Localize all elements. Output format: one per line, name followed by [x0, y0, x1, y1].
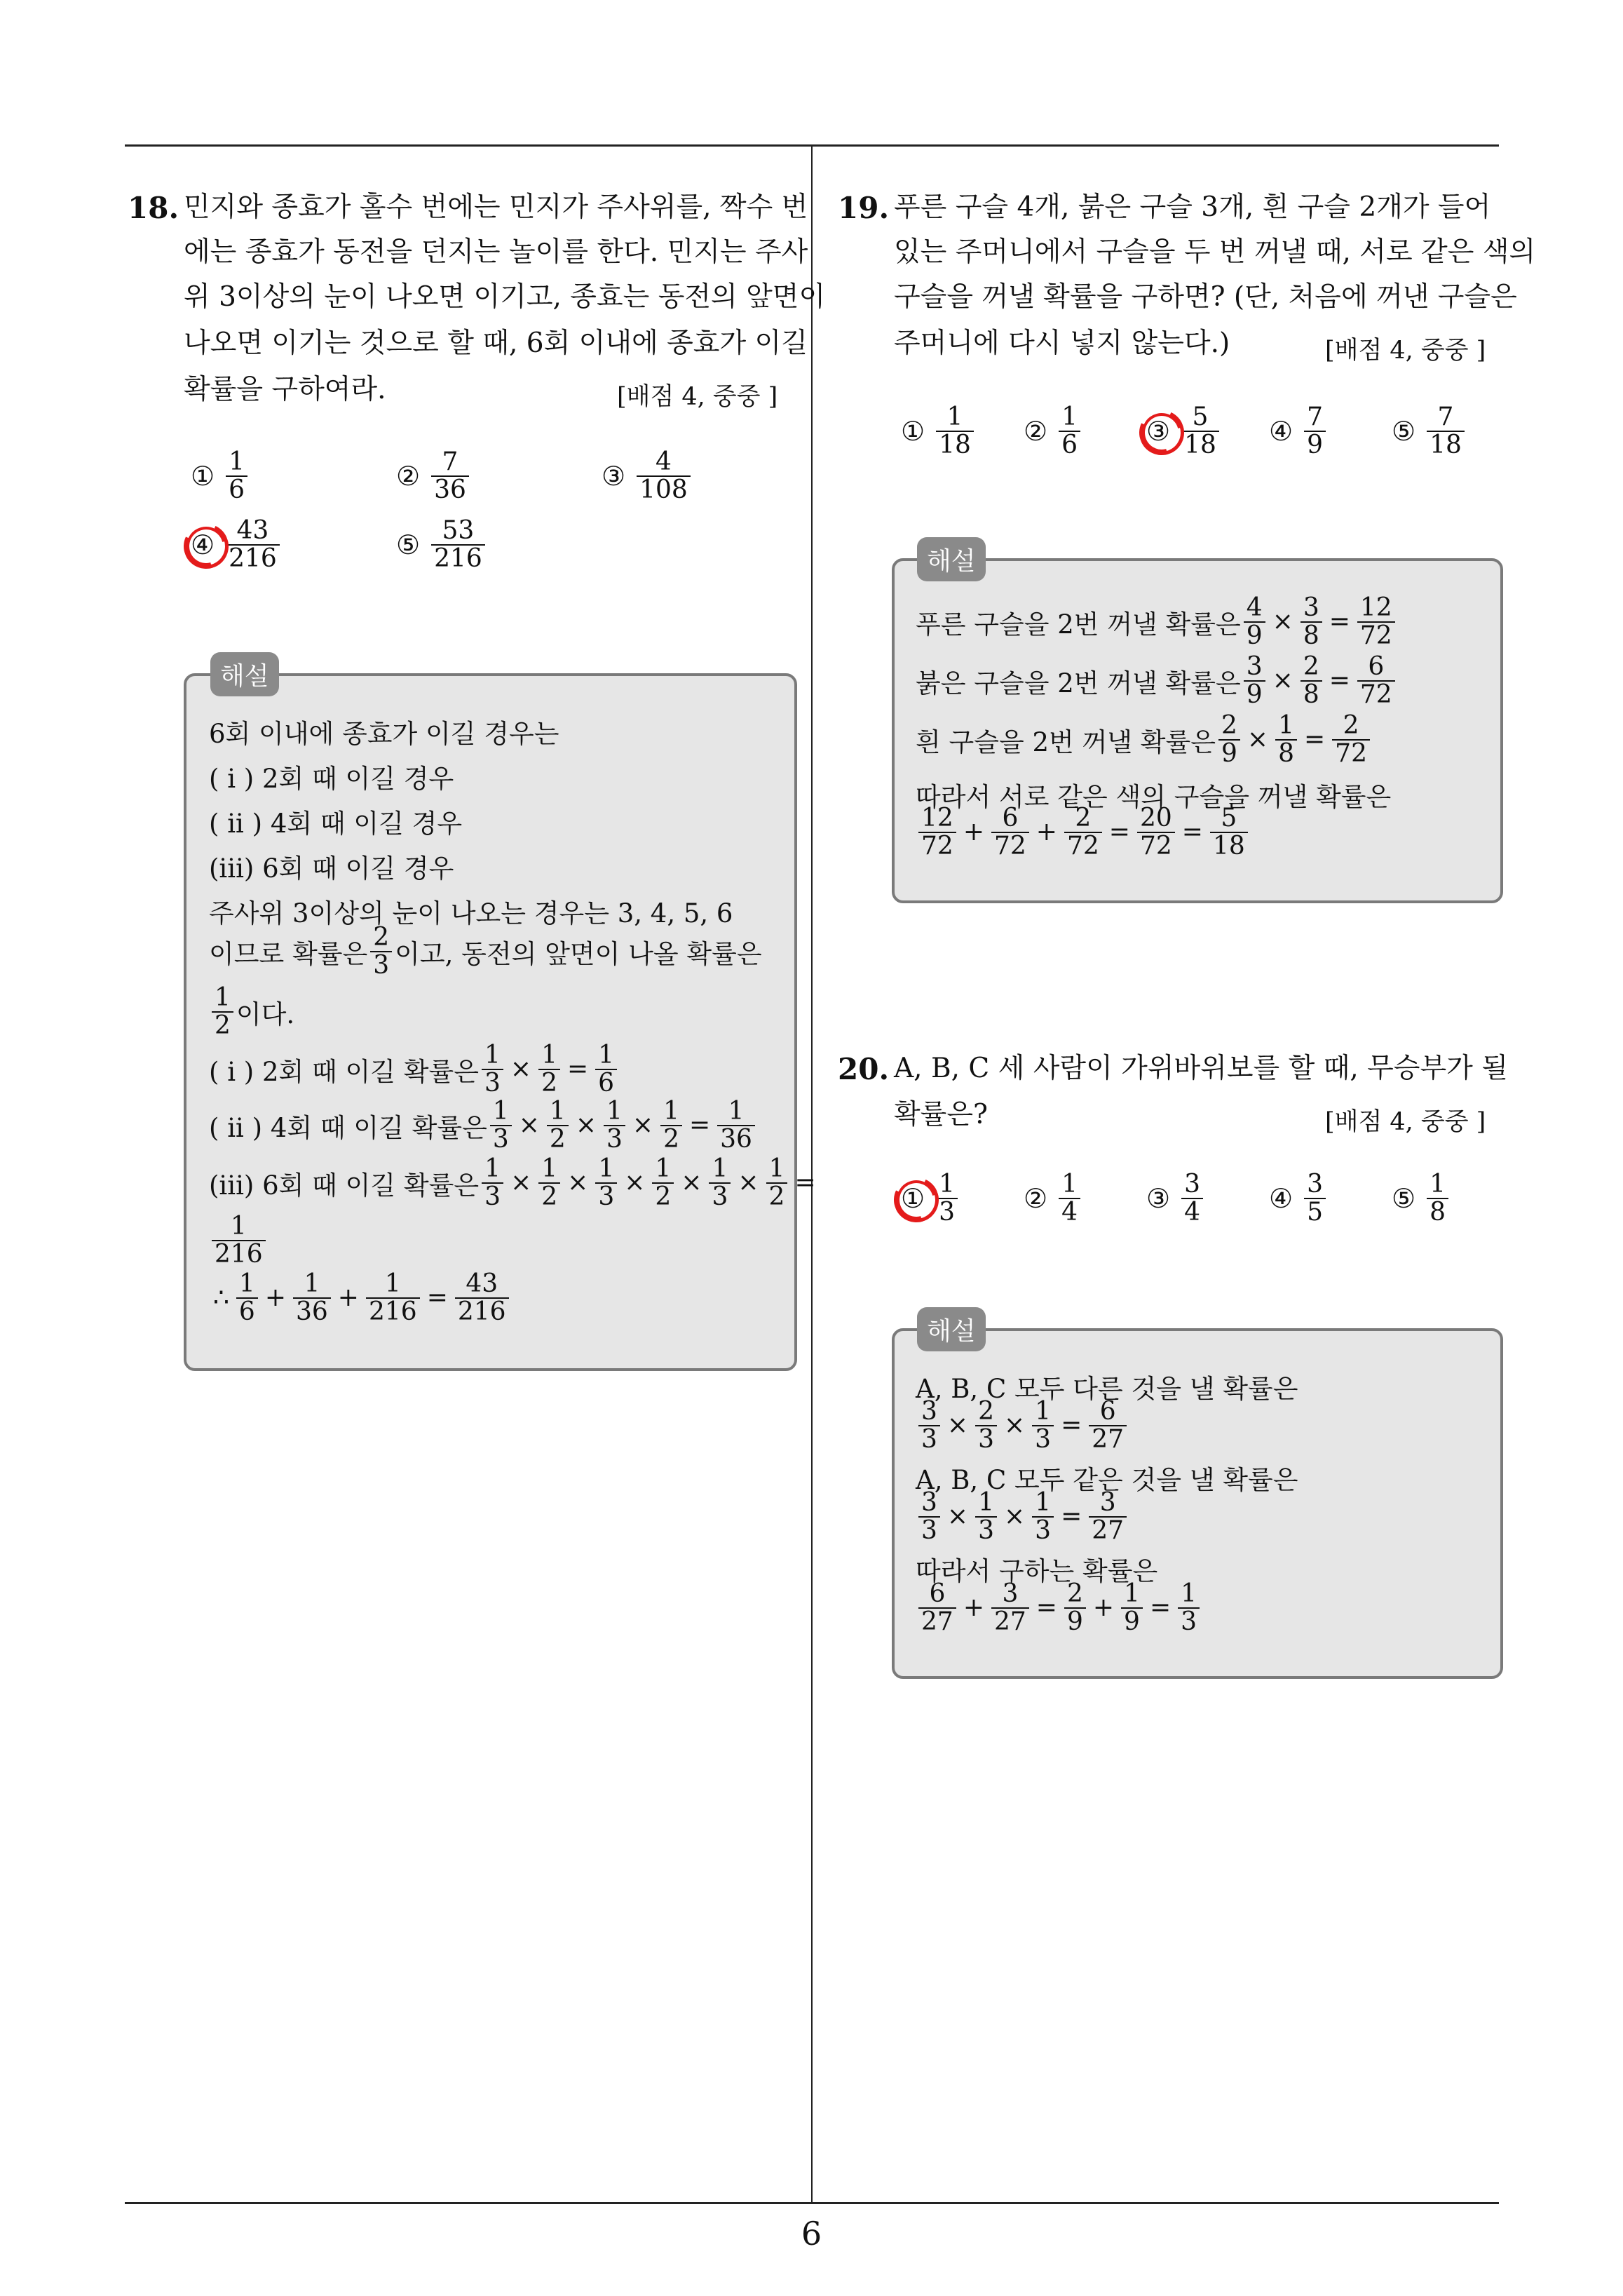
solution-line: ( i ) 2회 때 이길 경우: [209, 764, 454, 794]
choice-4-selected[interactable]: [191, 518, 283, 572]
solution-line: (iii) 6회 때 이길 확률은 $\frac{1}{3}$ × $\frac{1}{2}$ × $\frac{1}{3}$ × $\frac{1}{2}$ × $\frac{1}{3}$ × $\frac{1}{2}$ =: [209, 1154, 816, 1211]
score-meta: [배점 4, 중중 ]: [617, 383, 778, 411]
choice-1[interactable]: [901, 404, 977, 459]
red-circle-icon: [1135, 406, 1188, 459]
solution-line: 따라서 서로 같은 색의 구슬을 꺼낼 확률은: [916, 782, 1392, 812]
choice-fraction: $\frac{43}{216}$: [226, 518, 280, 572]
solution-line: $\frac{12}{72}$ + $\frac{6}{72}$ + $\frac{2}{72}$ = $\frac{20}{72}$ = $\frac{5}{18}$: [916, 805, 1251, 860]
choice-marker: ①: [191, 460, 215, 492]
question-text: 확률을 구하여라.: [184, 374, 386, 405]
choice-fraction: $\frac{7}{18}$: [1427, 404, 1465, 459]
question-text: 확률은?: [894, 1099, 988, 1130]
question-number: 20.: [838, 1052, 890, 1086]
choice-1[interactable]: [191, 449, 250, 504]
choice-marker: ②: [1024, 415, 1048, 447]
choice-1-selected[interactable]: [901, 1171, 960, 1226]
choice-fraction: $\frac{1}{4}$: [1059, 1171, 1080, 1226]
solution-line: (iii) 6회 때 이길 경우: [209, 853, 454, 884]
solution-line: 주사위 3이상의 눈이 나오는 경우는 3, 4, 5, 6: [209, 898, 733, 928]
choice-3[interactable]: [602, 449, 693, 504]
page-number: 6: [801, 2215, 822, 2253]
choice-marker: ②: [396, 460, 421, 492]
choice-marker: ⑤: [1392, 415, 1416, 447]
choice-fraction: $\frac{1}{18}$: [936, 404, 974, 459]
score-meta: [배점 4, 중중 ]: [1325, 1108, 1486, 1136]
choice-marker: ②: [1024, 1182, 1048, 1214]
red-circle-icon: [890, 1173, 943, 1227]
choice-marker: ④: [1269, 1182, 1293, 1214]
choice-5[interactable]: [1392, 1171, 1451, 1226]
choice-fraction: $\frac{3}{5}$: [1304, 1171, 1326, 1226]
choice-marker: ⑤: [1392, 1182, 1416, 1214]
choice-marker: ⑤: [396, 529, 421, 560]
question-text: 구슬을 꺼낼 확률을 구하면? (단, 처음에 꺼낸 구슬은: [894, 281, 1517, 313]
solution-line: $\frac{1}{216}$: [209, 1213, 269, 1268]
choice-fraction: $\frac{1}{8}$: [1427, 1171, 1448, 1226]
solution-line: ( ii ) 4회 때 이길 경우: [209, 809, 463, 839]
question-text: A, B, C 세 사람이 가위바위보를 할 때, 무승부가 될: [894, 1053, 1508, 1084]
choice-4[interactable]: [1269, 404, 1329, 459]
solution-line: ( i ) 2회 때 이길 확률은 $\frac{1}{3}$ × $\frac{1}{2}$ = $\frac{1}{6}$: [209, 1042, 620, 1097]
choice-marker: ④: [1269, 415, 1293, 447]
question-text: 푸른 구슬 4개, 붉은 구슬 3개, 흰 구슬 2개가 들어: [894, 191, 1491, 223]
solution-line: 따라서 구하는 확률은: [916, 1556, 1158, 1586]
choice-2[interactable]: [1024, 1171, 1083, 1226]
choice-fraction: $\frac{7}{36}$: [431, 449, 469, 504]
solution-line: 푸른 구슬을 2번 꺼낼 확률은 $\frac{4}{9}$ × $\frac{3}{8}$ = $\frac{12}{72}$: [916, 595, 1398, 649]
question-text: 나오면 이기는 것으로 할 때, 6회 이내에 종효가 이길: [184, 327, 808, 359]
solution-line: 이므로 확률은 $\frac{2}{3}$ 이고, 동전의 앞면이 나올 확률은: [209, 923, 762, 980]
question-number: 18.: [128, 191, 179, 225]
choice-3-selected[interactable]: [1146, 404, 1222, 459]
solution-line: 6회 이내에 종효가 이길 경우는: [209, 719, 559, 749]
red-circle-icon: [179, 520, 233, 573]
solution-line: $\frac{1}{2}$ 이다.: [209, 985, 294, 1039]
solution-line: ( ii ) 4회 때 이길 확률은 $\frac{1}{3}$ × $\frac{1}{2}$ × $\frac{1}{3}$ × $\frac{1}{2}$ = $\frac{1}{36}$: [209, 1098, 758, 1153]
choice-fraction: $\frac{5}{18}$: [1181, 404, 1219, 459]
choice-marker: ④: [191, 529, 215, 560]
choice-fraction: $\frac{7}{9}$: [1304, 404, 1326, 459]
solution-line: 붉은 구슬을 2번 꺼낼 확률은 $\frac{3}{9}$ × $\frac{2}{8}$ = $\frac{6}{72}$: [916, 654, 1398, 708]
question-text: 주머니에 다시 넣지 않는다.): [894, 327, 1230, 359]
choice-marker: ①: [901, 1183, 925, 1214]
solution-line: 흰 구슬을 2번 꺼낼 확률은 $\frac{2}{9}$ × $\frac{1}{8}$ = $\frac{2}{72}$: [916, 713, 1373, 767]
choice-5[interactable]: [1392, 404, 1467, 459]
choice-2[interactable]: [1024, 404, 1083, 459]
solution-line: A, B, C 모두 다른 것을 낼 확률은: [916, 1374, 1298, 1404]
choice-2[interactable]: [396, 449, 472, 504]
choice-fraction: $\frac{3}{4}$: [1181, 1171, 1203, 1226]
score-meta: [배점 4, 중중 ]: [1325, 337, 1486, 365]
choice-4[interactable]: [1269, 1171, 1329, 1226]
bottom-rule: [125, 2202, 1499, 2204]
solution-line: A, B, C 모두 같은 것을 낼 확률은: [916, 1465, 1298, 1495]
solution-tag: 해설: [917, 537, 986, 581]
choice-5[interactable]: [396, 518, 488, 572]
solution-tag: 해설: [210, 652, 279, 696]
choice-3[interactable]: [1146, 1171, 1206, 1226]
question-text: 민지와 종효가 홀수 번에는 민지가 주사위를, 짝수 번: [184, 191, 808, 223]
solution-line: $\frac{3}{3}$ × $\frac{1}{3}$ × $\frac{1}{3}$ = $\frac{3}{27}$: [916, 1490, 1129, 1544]
solution-line: $\frac{3}{3}$ × $\frac{2}{3}$ × $\frac{1}{3}$ = $\frac{6}{27}$: [916, 1398, 1129, 1453]
choice-fraction: $\frac{1}{6}$: [226, 449, 247, 504]
solution-line: $\frac{6}{27}$ + $\frac{3}{27}$ = $\frac{2}{9}$ + $\frac{1}{9}$ = $\frac{1}{3}$: [916, 1581, 1202, 1635]
choice-marker: ③: [1146, 416, 1170, 447]
question-text: 위 3이상의 눈이 나오면 이기고, 종효는 동전의 앞면이: [184, 281, 826, 313]
solution-tag: 해설: [917, 1307, 986, 1351]
question-number: 19.: [838, 191, 890, 225]
question-text: 있는 주머니에서 구슬을 두 번 꺼낼 때, 서로 같은 색의: [894, 236, 1536, 268]
solution-line: ∴ $\frac{1}{6}$ + $\frac{1}{36}$ + $\frac{1}{216}$ = $\frac{43}{216}$: [209, 1271, 512, 1325]
choice-fraction: $\frac{1}{3}$: [936, 1171, 958, 1226]
question-text: 에는 종효가 동전을 던지는 놀이를 한다. 민지는 주사: [184, 236, 808, 268]
choice-marker: ①: [901, 415, 925, 447]
choice-marker: ③: [1146, 1182, 1171, 1214]
choice-fraction: $\frac{4}{108}$: [637, 449, 691, 504]
choice-fraction: $\frac{1}{6}$: [1059, 404, 1080, 459]
choice-marker: ③: [602, 460, 626, 492]
choice-fraction: $\frac{53}{216}$: [431, 518, 485, 572]
